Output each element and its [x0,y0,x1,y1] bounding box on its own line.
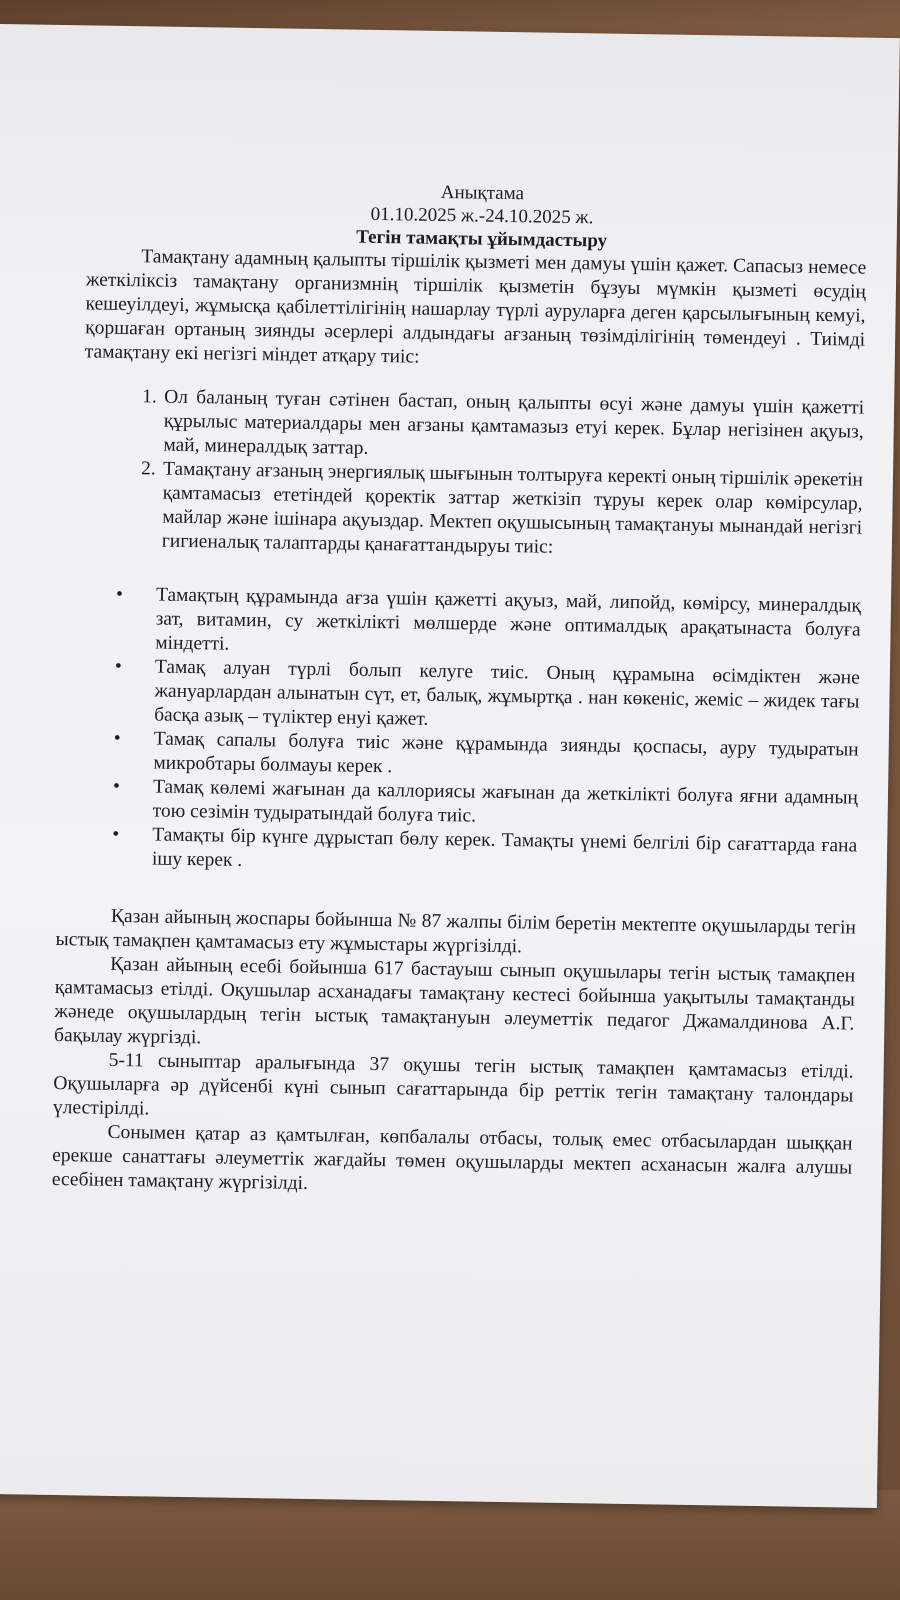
numbered-list [92,385,865,565]
bullet-icon: • [112,775,121,797]
list-number: 1. [141,386,157,408]
intro-paragraph: Тамақтану адамның қалыпты тіршілік қызметі мен дамуы үшін қажет. Сапасыз немесе жеткіліксіз тамақтану организмнің тіршілік қызметін бұзуы мүмкін қызметі өсудің кешеуілдеуі, жұмысқа қабілеттілігінің нашарлау түрлі ауруларға деген қарсылығының кемуі, қоршаған ортаның зиянды әсерлері алдындағы ағзаның төзімділігінің төмендеуі . Тиімді тамақтану екі негізгі міндет атқару тиіс: [84,246,867,368]
report-paragraph: Сонымен қатар аз қамтылған, көпбалалы отбасы, толық емес отбасылардан шыққан ерекше санаттағы әлеуметтік жағдайы төмен оқушыларды мектеп асханасын жалға алушы есебінен тамақтану жүргізілді. [51,1121,853,1194]
bullet-text: Тамақ алуан түрлі болып келуге тиіс. Оның құрамына өсімдіктен және жануарлардан алынатын сүт, ет, балық, жұмыртқа . нан көкеніс, жеміс – жидек тағы басқа азық – түліктер енуі қажет. [154,656,860,730]
list-item-text: Тамақтану ағзаның энергиялық шығынын толтыруға керекті оның тіршілік әрекетін қамтамасыз ететіндей қоректік заттар жеткізіп тұруы керек олар көмірсулар, майлар және ішінара ақуыздар. Мектеп оқушысының тамақтануы мынандай негізгі гигиеналық талаптарды қанағаттандыруы тиіс: [161,458,864,558]
document-body [51,176,868,1205]
numbered-item [140,458,864,565]
bullet-icon: • [112,823,120,845]
bullet-item [115,583,862,667]
document-date-range: 01.10.2025 ж.-24.10.2025 ж. [370,203,594,229]
bullet-icon: • [114,655,122,677]
bullet-text: Тамақ сапалы болуға тиіс және құрамында зиянды қоспасы, ауру тудыратын микробтары болмауы керек . [153,728,859,778]
bullet-list [87,583,861,883]
bullet-icon: • [113,727,121,749]
report-paragraph: Қазан айының есебі бойынша 617 бастауыш сынып оқушылары тегін ыстық тамақпен қамтамасыз етілді. Оқушылар асханадағы тамақтану кестесі бойынша уақытылы тамақтанды жәнеде оқушылардың тегін ыстық тамақтануын әлеуметтік педагог Джамалдинова А.Г. бақылау жүргізді. [53,953,856,1049]
report-section [52,904,856,1205]
desk-surface-bottom [0,1490,900,1600]
bullet-text: Тамақты бір күнге дұрыстап бөлу керек. Тамақты үнемі белгілі бір сағаттарда ғана ішу керек . [151,824,858,871]
document-subtitle: Тегін тамақты ұйымдастыру [356,226,608,252]
bullet-text: Тамақтың құрамында ағза үшін қажетті ақуыз, май, липойд, көмірсу, минералдық зат, витамин, су жеткілікті мөлшерде және оптималдық арақатынаста болуға міндетті. [155,584,862,655]
report-paragraph: 5-11 сыныптар аралығында 37 оқушы тегін ыстық тамақпен қамтамасыз етілді. Оқушыларға әр дүйсенбі күні сынып сағаттарында бір реттік тегін тамақтану талондары үлестірілді. [52,1049,854,1120]
bullet-item [112,823,858,882]
report-paragraph: Қазан айының жоспары бойынша № 87 жалпы білім беретін мектепте оқушыларды тегін ыстық тамақпен қамтамасыз ету жұмыстары жүргізілді. [55,905,857,958]
numbered-item [141,386,865,469]
bullet-icon: • [115,583,124,605]
list-item-text: Ол баланың туған сәтінен бастап, оның қалыпты өсуі және дамуы үшін қажетті құрылыс материалдары мен ағзаны қамтамазыз етуі керек. Бұлар негізінен ақуыз, май, минералдық заттар. [163,386,865,459]
list-number: 2. [140,458,156,480]
bullet-item [114,655,860,739]
bullet-text: Тамақ көлемі жағынан да каллориясы жағынан да жеткілікті болуға яғни адамның тою сезімін тудыратындай болуға тиіс. [152,776,859,827]
paper-sheet [0,24,900,1508]
document-title: Анықтама [440,181,525,205]
